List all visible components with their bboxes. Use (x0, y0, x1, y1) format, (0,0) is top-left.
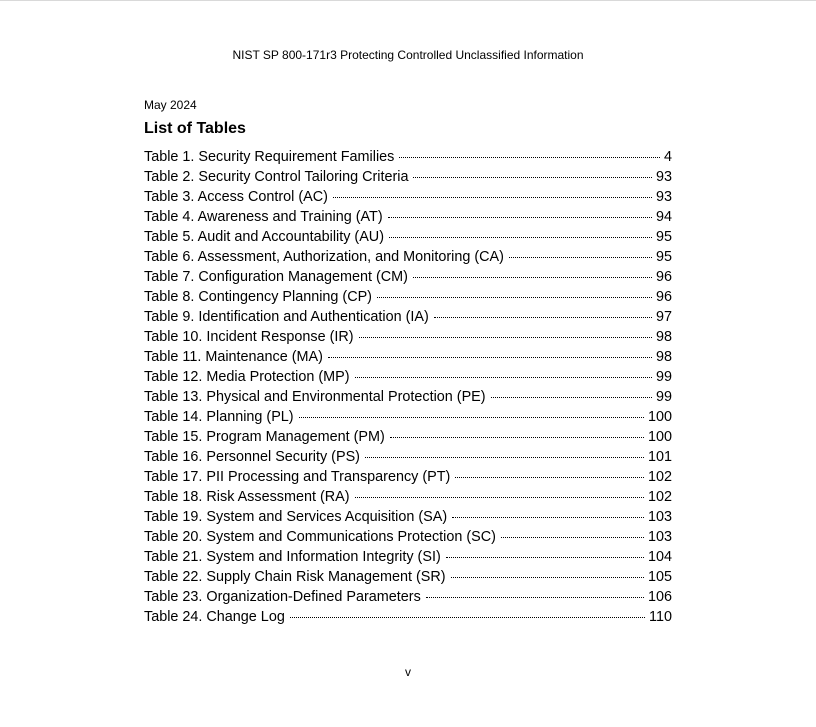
toc-entry-label: Table 5. Audit and Accountability (AU) (144, 229, 384, 245)
dot-leader (389, 237, 652, 238)
toc-entry-page: 110 (649, 609, 672, 625)
toc-entry[interactable] (144, 167, 672, 187)
toc-entry-label: Table 17. PII Processing and Transparency (PT) (144, 469, 451, 485)
dot-leader (359, 337, 652, 338)
dot-leader (333, 197, 652, 198)
dot-leader (388, 217, 652, 218)
toc-entry-page: 98 (655, 349, 672, 365)
toc-entry[interactable] (144, 207, 672, 227)
publication-date: May 2024 (144, 98, 197, 112)
dot-leader (355, 377, 652, 378)
dot-leader (434, 317, 652, 318)
dot-leader (452, 517, 644, 518)
dot-leader (365, 457, 644, 458)
page-top-border (0, 0, 816, 1)
dot-leader (501, 537, 644, 538)
dot-leader (399, 157, 660, 158)
dot-leader (290, 617, 645, 618)
toc-entry[interactable] (144, 287, 672, 307)
toc-entry-page: 4 (663, 149, 672, 165)
toc-entry-page: 95 (655, 249, 672, 265)
toc-entry-page: 97 (655, 309, 672, 325)
toc-entry-label: Table 10. Incident Response (IR) (144, 329, 354, 345)
toc-entry-label: Table 20. System and Communications Protection (SC) (144, 529, 496, 545)
toc-entry-page: 99 (655, 369, 672, 385)
toc-entry[interactable] (144, 267, 672, 287)
toc-entry[interactable] (144, 227, 672, 247)
toc-entry[interactable] (144, 467, 672, 487)
toc-entry-page: 102 (647, 489, 672, 505)
toc-entry[interactable] (144, 247, 672, 267)
toc-entry[interactable] (144, 367, 672, 387)
dot-leader (455, 477, 644, 478)
list-of-tables (144, 147, 672, 627)
toc-entry-label: Table 21. System and Information Integrity (SI) (144, 549, 441, 565)
toc-entry[interactable] (144, 407, 672, 427)
toc-entry-label: Table 14. Planning (PL) (144, 409, 294, 425)
toc-entry[interactable] (144, 347, 672, 367)
dot-leader (390, 437, 644, 438)
toc-entry-page: 94 (655, 209, 672, 225)
toc-entry-label: Table 13. Physical and Environmental Protection (PE) (144, 389, 486, 405)
toc-entry[interactable] (144, 607, 672, 627)
toc-entry-label: Table 23. Organization-Defined Parameters (144, 589, 421, 605)
toc-entry[interactable] (144, 547, 672, 567)
toc-entry[interactable] (144, 387, 672, 407)
toc-entry[interactable] (144, 307, 672, 327)
toc-entry[interactable] (144, 147, 672, 167)
toc-entry-page: 95 (655, 229, 672, 245)
dot-leader (413, 277, 652, 278)
toc-entry[interactable] (144, 187, 672, 207)
toc-entry-label: Table 16. Personnel Security (PS) (144, 449, 360, 465)
toc-entry-label: Table 9. Identification and Authentication (IA) (144, 309, 429, 325)
dot-leader (491, 397, 652, 398)
toc-entry-page: 103 (647, 509, 672, 525)
section-title: List of Tables (144, 120, 246, 137)
dot-leader (426, 597, 644, 598)
dot-leader (451, 577, 644, 578)
page-number: v (405, 665, 411, 679)
toc-entry-page: 106 (647, 589, 672, 605)
toc-entry-label: Table 12. Media Protection (MP) (144, 369, 350, 385)
toc-entry-page: 93 (655, 189, 672, 205)
toc-entry-label: Table 7. Configuration Management (CM) (144, 269, 408, 285)
toc-entry-page: 105 (647, 569, 672, 585)
toc-entry-page: 104 (647, 549, 672, 565)
dot-leader (377, 297, 652, 298)
toc-entry-page: 99 (655, 389, 672, 405)
toc-entry-label: Table 18. Risk Assessment (RA) (144, 489, 350, 505)
dot-leader (509, 257, 652, 258)
dot-leader (299, 417, 644, 418)
toc-entry-label: Table 2. Security Control Tailoring Criteria (144, 169, 409, 185)
toc-entry-page: 98 (655, 329, 672, 345)
toc-entry[interactable] (144, 427, 672, 447)
dot-leader (328, 357, 652, 358)
toc-entry-page: 100 (647, 409, 672, 425)
toc-entry-page: 100 (647, 429, 672, 445)
dot-leader (355, 497, 644, 498)
toc-entry-label: Table 22. Supply Chain Risk Management (SR) (144, 569, 446, 585)
toc-entry-label: Table 15. Program Management (PM) (144, 429, 385, 445)
toc-entry-page: 96 (655, 269, 672, 285)
toc-entry[interactable] (144, 567, 672, 587)
toc-entry-label: Table 19. System and Services Acquisition (SA) (144, 509, 448, 525)
toc-entry[interactable] (144, 327, 672, 347)
toc-entry-label: Table 8. Contingency Planning (CP) (144, 289, 372, 305)
toc-entry-page: 103 (647, 529, 672, 545)
toc-entry[interactable] (144, 587, 672, 607)
toc-entry-label: Table 3. Access Control (AC) (144, 189, 328, 205)
toc-entry[interactable] (144, 527, 672, 547)
toc-entry[interactable] (144, 507, 672, 527)
toc-entry-page: 96 (655, 289, 672, 305)
dot-leader (446, 557, 644, 558)
toc-entry-page: 102 (647, 469, 672, 485)
toc-entry-label: Table 4. Awareness and Training (AT) (144, 209, 383, 225)
toc-entry-page: 93 (655, 169, 672, 185)
toc-entry-label: Table 24. Change Log (144, 609, 285, 625)
toc-entry[interactable] (144, 447, 672, 467)
dot-leader (413, 177, 652, 178)
toc-entry[interactable] (144, 487, 672, 507)
toc-entry-page: 101 (647, 449, 672, 465)
toc-entry-label: Table 1. Security Requirement Families (144, 149, 395, 165)
toc-entry-label: Table 11. Maintenance (MA) (144, 349, 323, 365)
running-header: NIST SP 800-171r3 Protecting Controlled Unclassified Information (232, 48, 584, 62)
toc-entry-label: Table 6. Assessment, Authorization, and Monitoring (CA) (144, 249, 504, 265)
